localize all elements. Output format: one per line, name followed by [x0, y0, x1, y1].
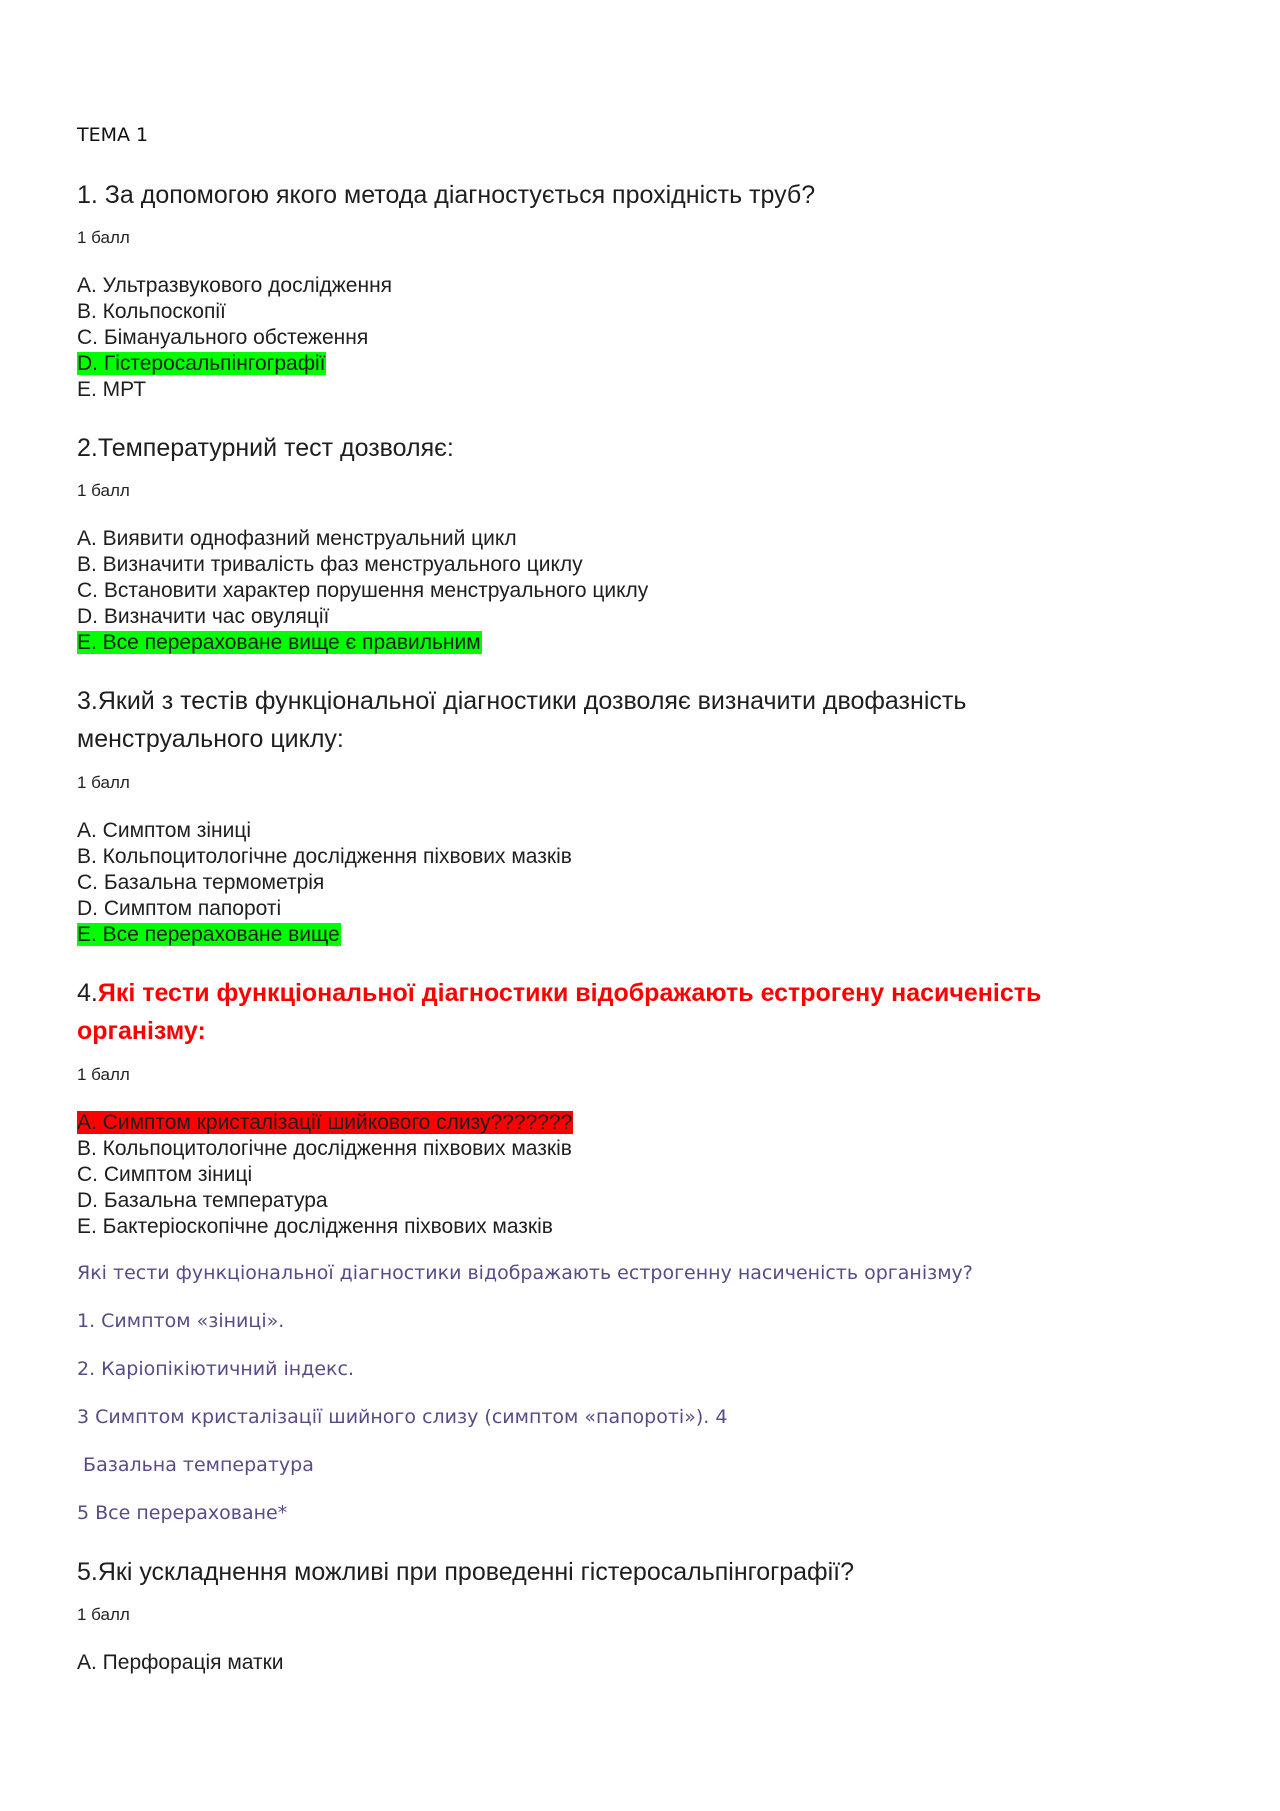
option-e-correct: E. Все перераховане вище: [77, 923, 340, 946]
note-question: Які тести функціональної діагностики відображають естрогенну насиченість організму?: [77, 1262, 973, 1284]
option-b: B. Кольпоцитологічне дослідження піхвових мазків: [77, 1137, 572, 1160]
options-list: [77, 818, 572, 948]
question-title-line-1: [77, 974, 1207, 1012]
option-c: C. Бімануального обстеження: [77, 326, 369, 349]
question-2: [77, 429, 1207, 654]
question-3: [77, 682, 1207, 946]
option-a: A. Виявити однофазний менструальний цикл: [77, 527, 517, 550]
options-list: [77, 526, 648, 656]
option-d: D. Визначити час овуляції: [77, 605, 330, 628]
question-points: 1 балл: [77, 481, 130, 500]
question-1: [77, 176, 1207, 401]
option-b: B. Визначити тривалість фаз менструального циклу: [77, 553, 583, 576]
topic-heading: ТЕМА 1: [77, 124, 149, 146]
option-a: A. Перфорація матки: [77, 1651, 284, 1674]
question-title: 2.Температурний тест дозволяє:: [77, 434, 454, 462]
option-c: C. Встановити характер порушення менструального циклу: [77, 579, 649, 602]
question-title-line-1: 3.Який з тестів функціональної діагностики дозволяє визначити двофазність: [77, 687, 967, 715]
option-b: B. Кольпоскопії: [77, 300, 226, 323]
question-points: 1 балл: [77, 1605, 130, 1624]
option-a-doubtful: A. Симптом кристалізації шийкового слизу???????: [77, 1111, 573, 1134]
question-points: 1 балл: [77, 228, 130, 247]
option-a: A. Ультразвукового дослідження: [77, 274, 393, 297]
option-a: A. Симптом зіниці: [77, 819, 252, 842]
option-e: E. МРТ: [77, 378, 147, 401]
question-4: [77, 974, 1207, 1238]
options-list: [77, 1650, 284, 1676]
options-list: [77, 1110, 573, 1240]
option-c: C. Симптом зіниці: [77, 1163, 253, 1186]
note-item-4: Базальна температура: [77, 1454, 314, 1476]
option-b: B. Кольпоцитологічне дослідження піхвових мазків: [77, 845, 572, 868]
question-title-line-2: менструального циклу:: [77, 725, 344, 753]
note-item-1: 1. Симптом «зіниці».: [77, 1310, 285, 1332]
option-e-correct: E. Все перераховане вище є правильним: [77, 631, 481, 654]
question-number: 4.: [77, 979, 98, 1007]
question-title-text: Які тести функціональної діагностики відображають естрогену насиченість: [97, 979, 1042, 1007]
option-d: D. Базальна температура: [77, 1189, 328, 1212]
note-item-3: 3 Симптом кристалізації шийного слизу (симптом «папороті»). 4: [77, 1406, 728, 1428]
option-c: C. Базальна термометрія: [77, 871, 325, 894]
question-title: 1. За допомогою якого метода діагностується прохідність труб?: [77, 181, 816, 209]
question-title-line-2: організму:: [77, 1017, 206, 1045]
option-e: E. Бактеріоскопічне дослідження піхвових мазків: [77, 1215, 553, 1238]
option-d-correct: D. Гістеросальпінгографії: [77, 352, 326, 375]
question-points: 1 балл: [77, 773, 130, 792]
question-points: 1 балл: [77, 1065, 130, 1084]
note-item-5: 5 Все перераховане*: [77, 1502, 288, 1524]
question-title: 5.Які ускладнення можливі при проведенні гістеросальпінгографії?: [77, 1558, 855, 1586]
note-item-2: 2. Каріопікіютичний індекс.: [77, 1358, 355, 1380]
question-5: [77, 1553, 1207, 1674]
option-d: D. Симптом папороті: [77, 897, 282, 920]
options-list: [77, 273, 392, 403]
